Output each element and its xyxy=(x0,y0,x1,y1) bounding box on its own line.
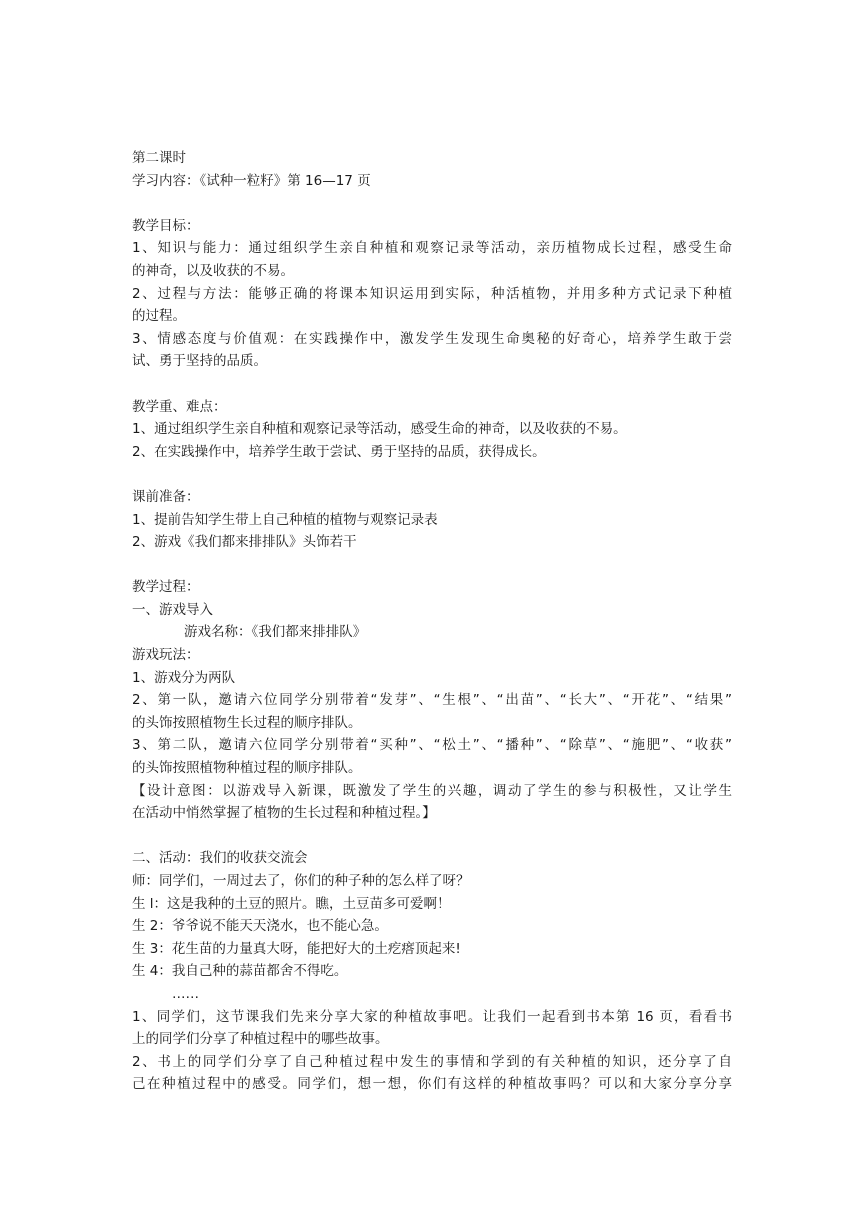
objective-1-line-1: 1、知识与能力：通过组织学生亲自种植和观察记录等活动，亲历植物成长过程，感受生命 xyxy=(132,240,732,257)
lesson-title: 第二课时 xyxy=(132,150,186,166)
blank-line xyxy=(132,192,732,215)
section-2-title: 二、活动：我们的收获交流会 xyxy=(132,850,308,867)
paragraph-1-line-2: 上的同学们分享了种植过程中的哪些故事。 xyxy=(132,1031,389,1048)
game-rule-1: 1、游戏分为两队 xyxy=(132,669,236,686)
dialogue-line: 生 2：爷爷说不能天天浇水，也不能心急。 xyxy=(132,918,388,935)
game-rule-2-line-2: 的头饰按照植物生长过程的顺序排队。 xyxy=(132,714,362,731)
keypoint-1: 1、通过组织学生亲自种植和观察记录等活动，感受生命的神奇，以及收获的不易。 xyxy=(132,421,627,438)
design-intent-line-1: 【设计意图：以游戏导入新课，既激发了学生的兴趣，调动了学生的参与积极性，又让学生 xyxy=(132,782,732,799)
dialogue-line: 生 4：我自己种的蒜苗都舍不得吃。 xyxy=(132,963,348,980)
game-rule-3-line-1: 3、第二队，邀请六位同学分别带着“买种”、“松土”、“播种”、“除草”、“施肥”、“收获” xyxy=(132,737,732,754)
paragraph-2-line-2: 己在种植过程中的感受。同学们，想一想，你们有这样的种植故事吗？可以和大家分享分享 xyxy=(132,1076,732,1093)
paragraph-2-line-1: 2、书上的同学们分享了自己种植过程中发生的事情和学到的有关种植的知识，还分享了自 xyxy=(132,1053,732,1070)
blank-line xyxy=(132,825,732,848)
keypoint-2: 2、在实践操作中，培养学生敢于尝试、勇于坚持的品质，获得成长。 xyxy=(132,443,546,460)
dialogue-line: 生 l：这是我种的土豆的照片。瞧，土豆苗多可爱啊！ xyxy=(132,895,451,912)
preparation-1: 1、提前告知学生带上自己种植的植物与观察记录表 xyxy=(132,511,438,528)
game-rule-3-line-2: 的头饰按照植物种植过程的顺序排队。 xyxy=(132,760,362,777)
keypoints-heading: 教学重、难点： xyxy=(132,398,227,415)
lesson-content: 学习内容：《试种一粒籽》第 16—17 页 xyxy=(132,172,371,189)
dialogue-line: 师：同学们，一周过去了，你们的种子种的怎么样了呀？ xyxy=(132,873,470,889)
process-heading: 教学过程： xyxy=(132,579,200,596)
blank-line xyxy=(132,373,732,396)
blank-line xyxy=(132,554,732,577)
objective-2-line-1: 2、过程与方法：能够正确的将课本知识运用到实际，种活植物，并用多种方式记录下种植 xyxy=(132,285,732,302)
paragraph-1-line-1: 1、同学们，这节课我们先来分享大家的种植故事吧。让我们一起看到书本第 16 页，看看书 xyxy=(132,1008,732,1025)
ellipsis: …… xyxy=(172,985,199,1002)
game-rule-2-line-1: 2、第一队，邀请六位同学分别带着“发芽”、“生根”、“出苗”、“长大”、“开花”、“结果” xyxy=(132,692,732,709)
preparation-2: 2、游戏《我们都来排排队》头饰若干 xyxy=(132,534,357,551)
objective-3-line-2: 试、勇于坚持的品质。 xyxy=(132,353,267,370)
objective-2-line-2: 的过程。 xyxy=(132,308,186,325)
game-name: 游戏名称：《我们都来排排队》 xyxy=(184,624,367,641)
blank-line xyxy=(132,463,732,486)
objectives-heading: 教学目标： xyxy=(132,217,200,234)
game-rules-heading: 游戏玩法： xyxy=(132,647,200,664)
document-page xyxy=(132,147,732,1096)
objective-3-line-1: 3、情感态度与价值观：在实践操作中，激发学生发现生命奥秘的好奇心，培养学生敢于尝 xyxy=(132,330,732,347)
preparation-heading: 课前准备： xyxy=(132,488,200,505)
objective-1-line-2: 的神奇，以及收获的不易。 xyxy=(132,262,294,279)
section-1-title: 一、游戏导入 xyxy=(132,601,213,618)
dialogue-line: 生 3：花生苗的力量真大呀，能把好大的土疙瘩顶起来! xyxy=(132,940,461,957)
design-intent-line-2: 在活动中悄然掌握了植物的生长过程和种植过程。】 xyxy=(132,805,436,822)
